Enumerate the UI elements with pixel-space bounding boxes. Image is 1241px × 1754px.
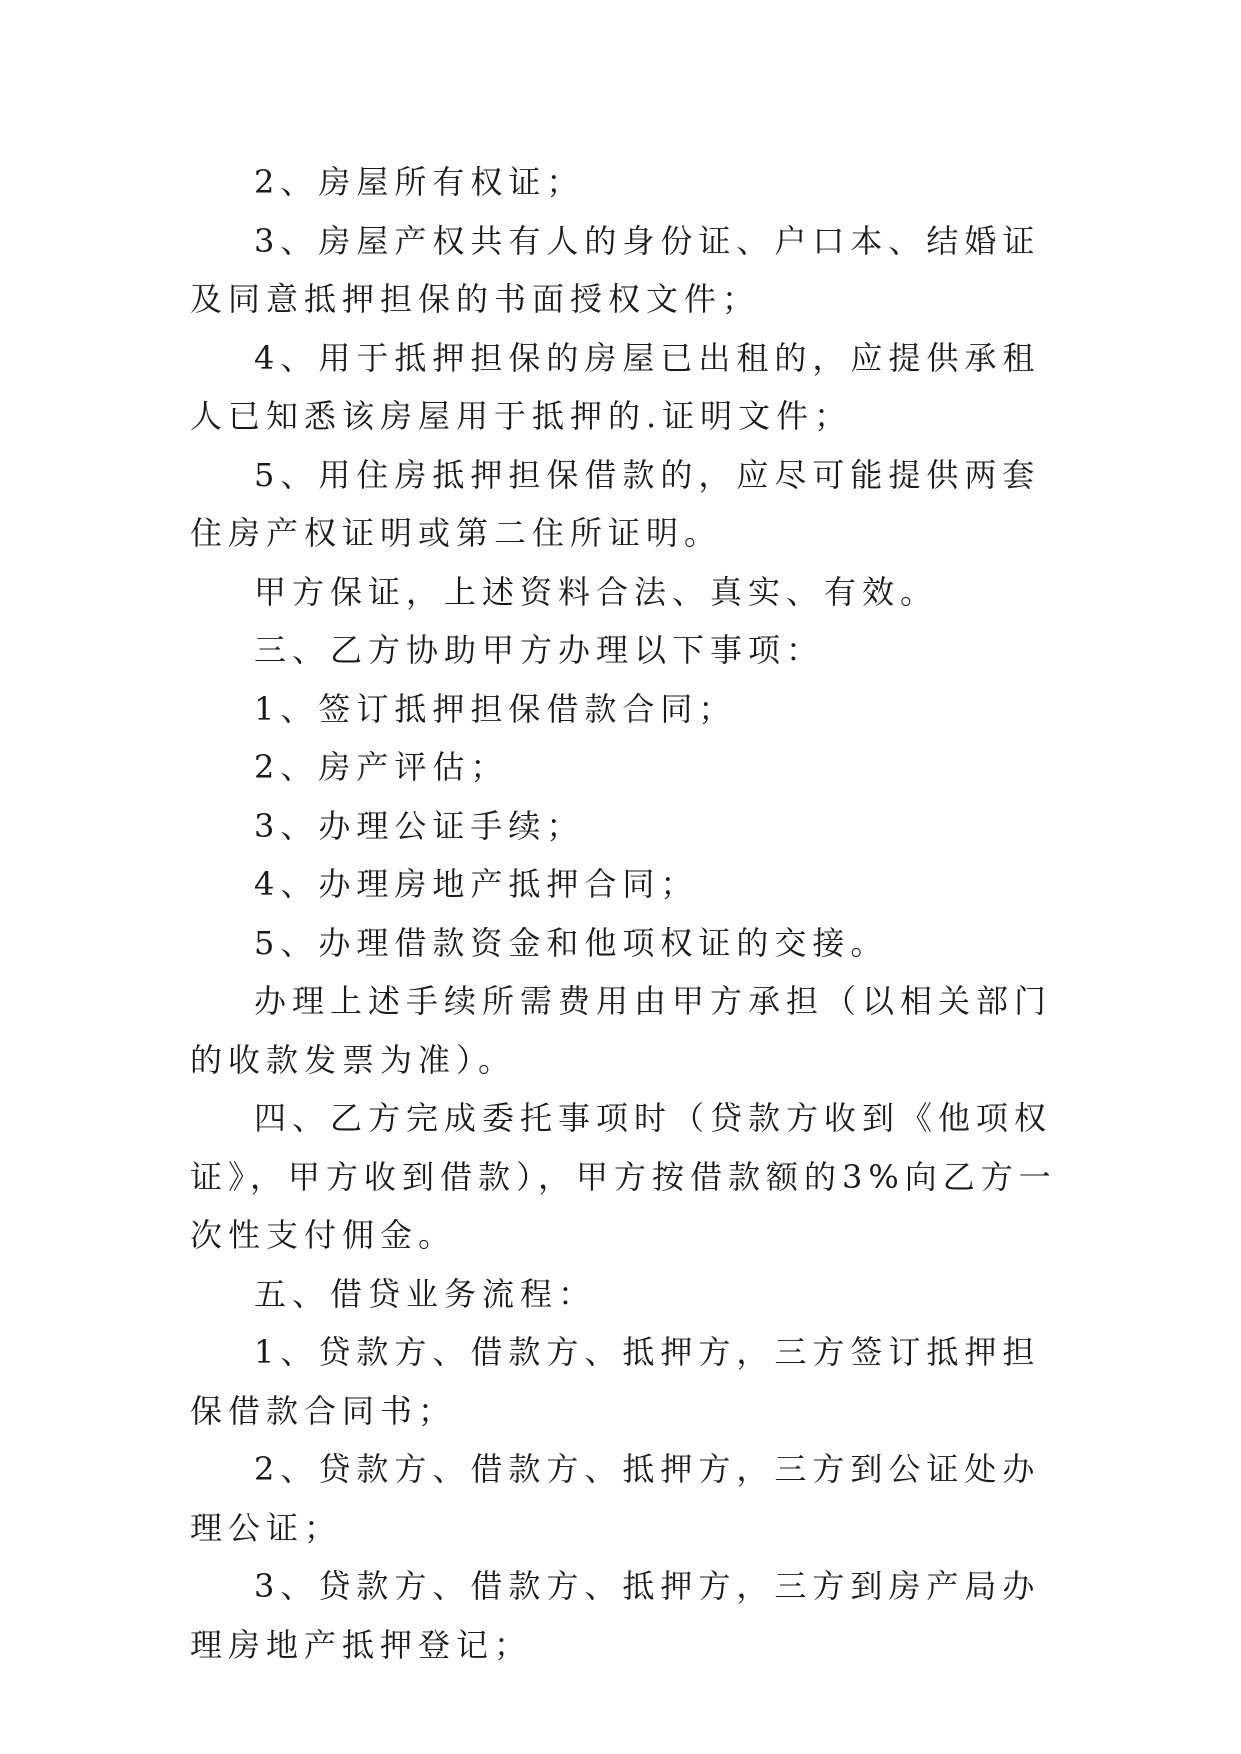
paragraph-item-4-mortgage-contract: 4、办理房地产抵押合同； <box>254 865 699 903</box>
paragraph-flow-step-3: 3、贷款方、借款方、抵押方，三方到房产局办理房地产抵押登记； <box>190 1567 1041 1664</box>
paragraph-item-1-sign-contract: 1、签订抵押担保借款合同； <box>254 689 737 728</box>
paragraph-item-4-rented-house-proof: 4、用于抵押担保的房屋已出租的，应提供承租人已知悉该房屋用于抵押的.证明文件； <box>190 338 1041 435</box>
paragraph-flow-step-2: 2、贷款方、借款方、抵押方，三方到公证处办理公证； <box>190 1450 1041 1547</box>
document-body <box>190 153 1060 1674</box>
section-heading-five: 五、借贷业务流程： <box>254 1274 597 1313</box>
section-heading-four-commission: 四、乙方完成委托事项时（贷款方收到《他项权证》，甲方收到借款），甲方按借款额的3%向乙方一次性支付佣金。 <box>190 1099 1057 1254</box>
paragraph-item-2-ownership-cert: 2、房屋所有权证； <box>254 163 585 201</box>
paragraph-item-2-appraisal: 2、房产评估； <box>254 748 509 786</box>
paragraph-flow-step-1: 1、贷款方、借款方、抵押方，三方签订抵押担保借款合同书； <box>190 1333 1041 1430</box>
paragraph-fees: 办理上述手续所需费用由甲方承担（以相关部门的收款发票为准）。 <box>190 982 1053 1079</box>
section-heading-three: 三、乙方协助甲方办理以下事项： <box>254 631 825 669</box>
paragraph-item-5-handover: 5、办理借款资金和他项权证的交接。 <box>254 923 889 962</box>
paragraph-item-3-co-owner-docs: 3、房屋产权共有人的身份证、户口本、结婚证及同意抵押担保的书面授权文件； <box>190 221 1041 318</box>
paragraph-item-3-notarization: 3、办理公证手续； <box>254 806 585 845</box>
paragraph-party-a-guarantee: 甲方保证，上述资料合法、真实、有效。 <box>254 572 939 611</box>
paragraph-item-5-housing-proof: 5、用住房抵押担保借款的，应尽可能提供两套住房产权证明或第二住所证明。 <box>190 455 1041 552</box>
